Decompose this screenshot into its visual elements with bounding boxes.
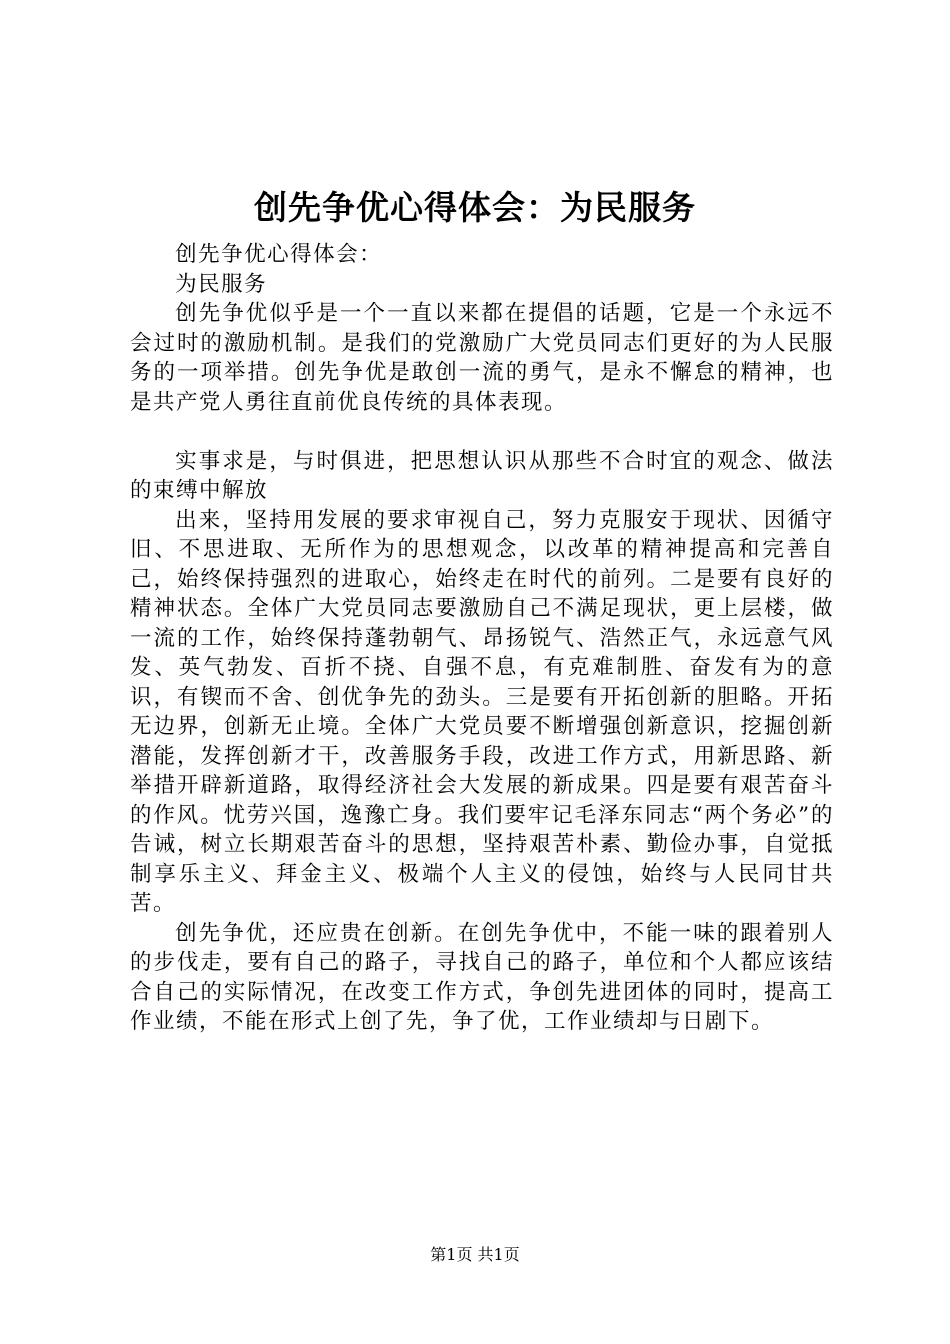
paragraph-subtitle-line-2: 为民服务 <box>175 271 268 297</box>
paragraph-main: 出来，坚持用发展的要求审视自己，努力克服安于现状、因循守旧、不思进取、无所作为的思想观念，以改革的精神提高和完善自己，始终保持强烈的进取心，始终走在时代的前列。二是要有良好的精神状态。全体广大党员同志要激励自己不满足现状，更上层楼，做一流的工作，始终保持蓬勃朝气、昂扬锐气、浩然正气，永远意气风发、英气勃发、百折不挠、自强不息，有克难制胜、奋发有为的意识，有锲而不舍、创优争先的劲头。三是要有开拓创新的胆略。开拓无边界，创新无止境。全体广大党员要不断增强创新意识，挖掘创新潜能，发挥创新才干，改善服务手段，改进工作方式，用新思路、新举措开辟新道路，取得经济社会大发展的新成果。四是要有艰苦奋斗的作风。忧劳兴国，逸豫亡身。我们要牢记毛泽东同志“两个务必”的告诫，树立长期艰苦奋斗的思想，坚持艰苦朴素、勤俭办事，自觉抵制享乐主义、拜金主义、极端个人主义的侵蚀，始终与人民同甘共苦。 <box>130 507 834 916</box>
page-footer: 第1页 共1页 <box>430 1245 520 1264</box>
paragraph-subtitle-line-1: 创先争优心得体会： <box>175 242 383 267</box>
document-title: 创先争优心得体会：为民服务 <box>254 188 696 227</box>
document-body <box>130 240 834 1037</box>
paragraph-seek-truth: 实事求是，与时俱进，把思想认识从那些不合时宜的观念、做法的束缚中解放 <box>130 448 834 503</box>
paragraph-innovation: 创先争优，还应贵在创新。在创先争优中，不能一味的跟着别人的步伐走，要有自己的路子，寻找自己的路子，单位和个人都应该结合自己的实际情况，在改变工作方式，争创先进团体的同时，提高工作业绩，不能在形式上创了先，争了优，工作业绩却与日剧下。 <box>130 920 834 1034</box>
paragraph-intro: 创先争优似乎是一个一直以来都在提倡的话题，它是一个永远不会过时的激励机制。是我们的党激励广大党员同志们更好的为人民服务的一项举措。创先争优是敢创一流的勇气，是永不懈怠的精神，也是共产党人勇往直前优良传统的具体表现。 <box>130 301 834 415</box>
